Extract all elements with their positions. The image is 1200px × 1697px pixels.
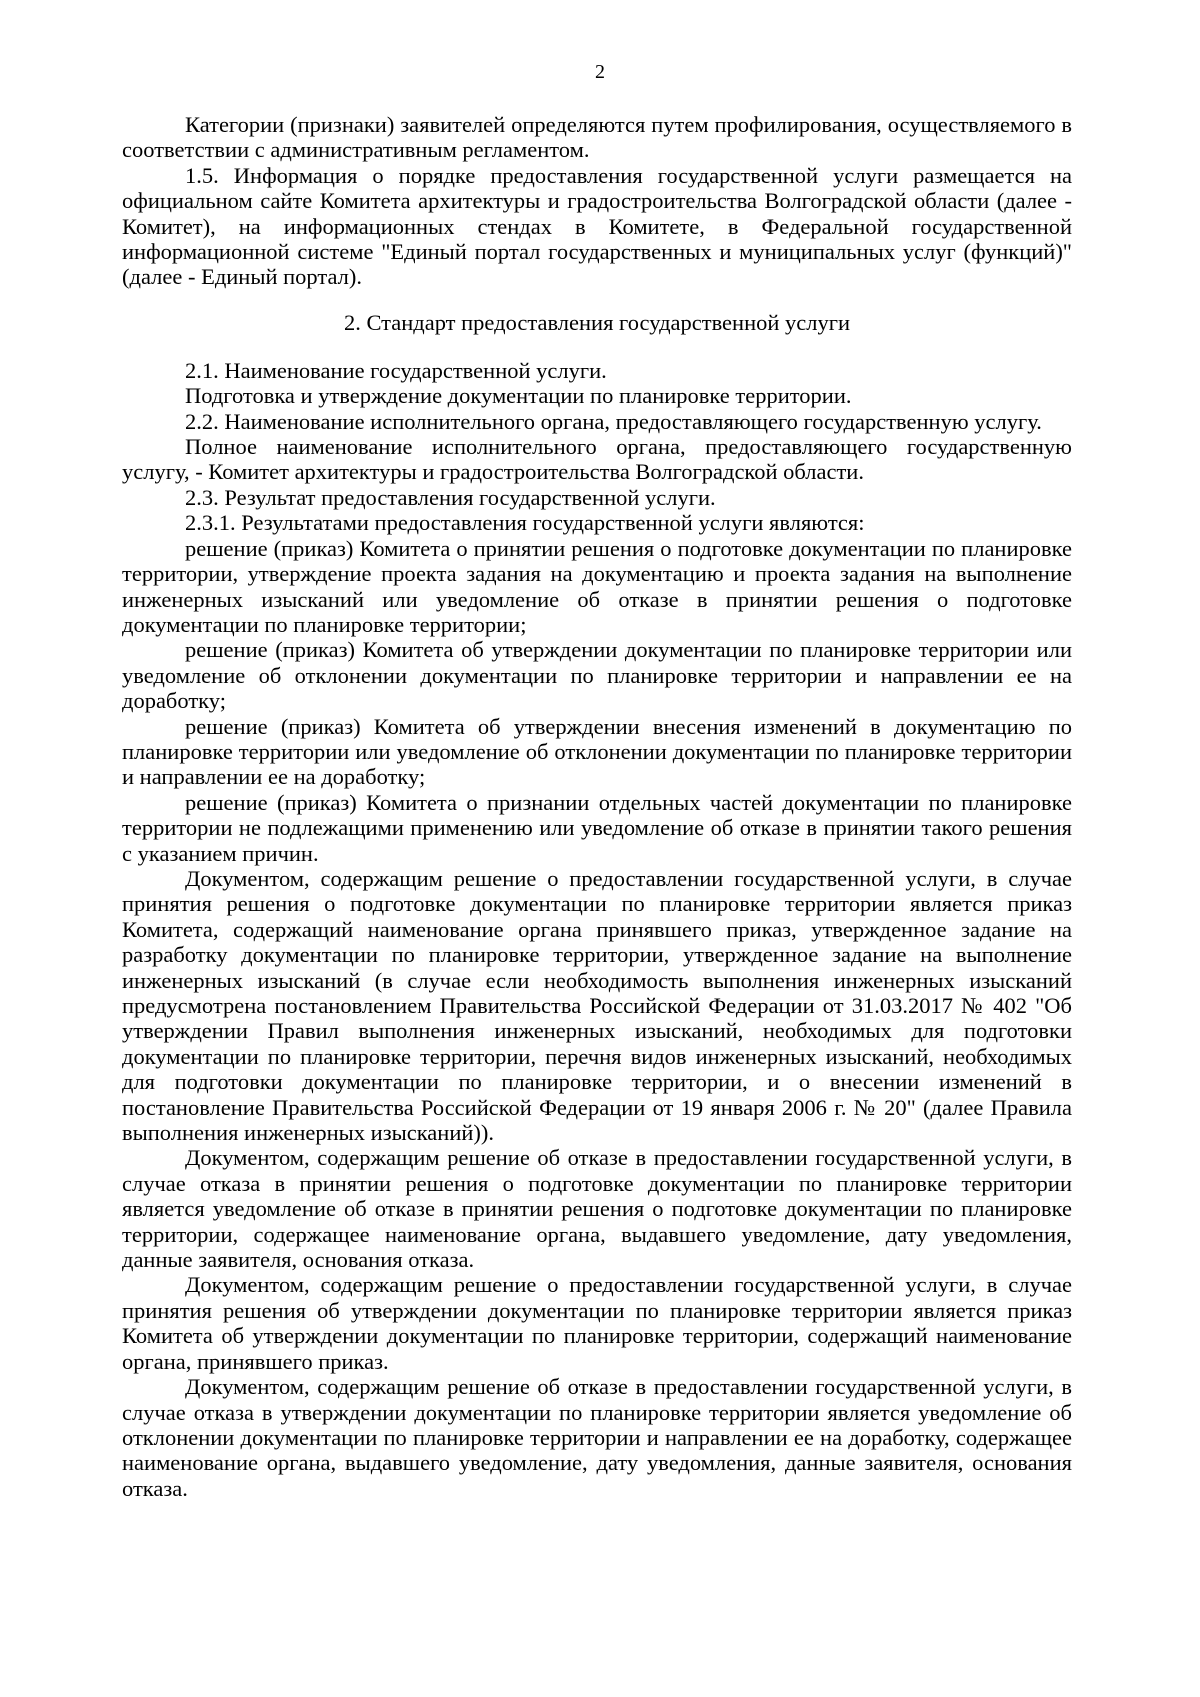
paragraph-result-2: решение (приказ) Комитета об утверждении документации по планировке территории или уведомление об отклонении документации по планировке территории и направлении ее на доработку; — [122, 637, 1072, 714]
paragraph-result-4: решение (приказ) Комитета о признании отдельных частей документации по планировке территории не подлежащими применению или уведомление об отказе в принятии такого решения с указанием причин. — [122, 789, 1072, 866]
paragraph-document-decision-approval: Документом, содержащим решение о предоставлении государственной услуги, в случае принятия решения об утверждении документации по планировке территории является приказ Комитета об утверждении документации по планировке территории, содержащий наименование органа, принявшего приказ. — [122, 1272, 1072, 1374]
section-heading-2: 2. Стандарт предоставления государственной услуги — [343, 309, 851, 335]
paragraph-document-decision-prep: Документом, содержащим решение о предоставлении государственной услуги, в случае принятия решения о подготовке документации по планировке территории является приказ Комитета, содержащий наименование органа принявшего приказ, утвержденное задание на разработку документации по планировке территории, утвержденное задание на выполнение инженерных изысканий (в случае если необходимость выполнения инженерных изысканий предусмотрена постановлением Правительства Российской Федерации от 31.03.2017 № 402 "Об утверждении Правил выполнения инженерных изысканий, необходимых для подготовки документации по планировке территории, перечня видов инженерных изысканий, необходимых для подготовки документации по планировке территории, и о внесении изменений в постановление Правительства Российской Федерации от 19 января 2006 г. № 20" (далее Правила выполнения инженерных изысканий)). — [122, 865, 1072, 1146]
paragraph-applicant-categories: Категории (признаки) заявителей определяются путем профилирования, осуществляемого в соответствии с административным регламентом. — [122, 112, 1072, 163]
paragraph-2-2: 2.2. Наименование исполнительного органа, предоставляющего государственную услугу. — [185, 408, 1042, 434]
paragraph-2-3-1: 2.3.1. Результатами предоставления государственной услуги являются: — [185, 510, 865, 536]
paragraph-document-refusal-approval: Документом, содержащим решение об отказе в предоставлении государственной услуги, в случае отказа в утверждении документации по планировке территории является уведомление об отклонении документации по планировке территории и направлении ее на доработку, содержащее наименование органа, выдавшего уведомление, дату уведомления, данные заявителя, основания отказа. — [122, 1374, 1072, 1501]
paragraph-service-name: Подготовка и утверждение документации по планировке территории. — [185, 383, 852, 409]
paragraph-result-3: решение (приказ) Комитета об утверждении внесения изменений в документацию по планировке территории или уведомление об отклонении документации по планировке территории и направлении ее на доработку; — [122, 713, 1072, 790]
document-body — [122, 112, 1072, 1501]
paragraph-result-1: решение (приказ) Комитета о принятии решения о подготовке документации по планировке территории, утверждение проекта задания на документацию и проекта задания на выполнение инженерных изысканий или уведомление об отказе в принятии решения о подготовке документации по планировке территории; — [122, 535, 1072, 637]
paragraph-document-refusal-prep: Документом, содержащим решение об отказе в предоставлении государственной услуги, в случае отказа в принятии решения о подготовке документации по планировке территории является уведомление об отказе в принятии решения о подготовке документации по планировке территории, содержащее наименование органа, выдавшего уведомление, дату уведомления, данные заявителя, основания отказа. — [122, 1145, 1072, 1273]
paragraph-full-authority-name: Полное наименование исполнительного органа, предоставляющего государственную услугу, - Комитет архитектуры и градостроительства Волгоградской области. — [122, 434, 1072, 485]
paragraph-1-5-information: 1.5. Информация о порядке предоставления государственной услуги размещается на официальном сайте Комитета архитектуры и градостроительства Волгоградской области (далее - Комитет), на информационных стендах в Комитете, в Федеральной государственной информационной системе "Единый портал государственных и муниципальных услуг (функций)" (далее - Единый портал). — [122, 162, 1072, 290]
paragraph-2-1: 2.1. Наименование государственной услуги. — [185, 357, 607, 383]
paragraph-2-3: 2.3. Результат предоставления государственной услуги. — [185, 484, 716, 510]
page-number: 2 — [595, 61, 605, 83]
